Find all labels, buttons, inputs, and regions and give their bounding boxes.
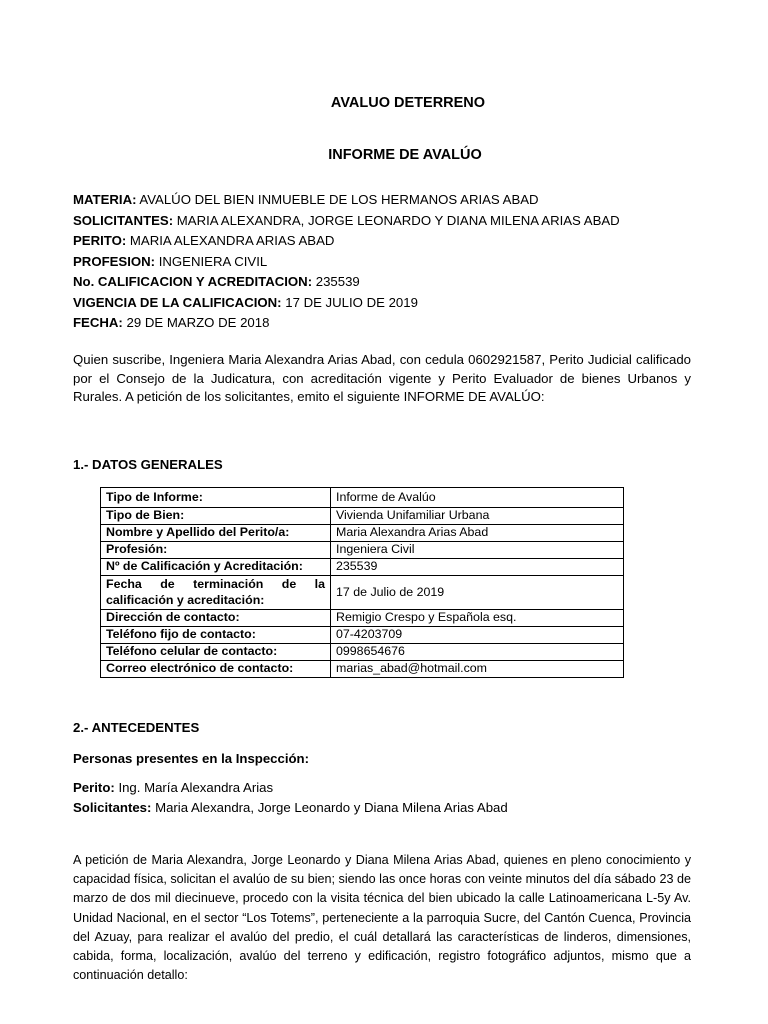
table-row bbox=[101, 525, 624, 542]
metadata-block bbox=[73, 190, 693, 334]
table-value: marias_abad@hotmail.com bbox=[331, 661, 624, 678]
table-row bbox=[101, 576, 624, 610]
person-perito bbox=[73, 778, 508, 798]
meta-label: VIGENCIA DE LA CALIFICACION: bbox=[73, 294, 282, 310]
table-row bbox=[101, 542, 624, 559]
meta-value: MARIA ALEXANDRA ARIAS ABAD bbox=[129, 233, 335, 248]
table-value: Remigio Crespo y Española esq. bbox=[331, 610, 624, 627]
table-row bbox=[101, 627, 624, 644]
table-value: 0998654676 bbox=[331, 644, 624, 661]
meta-fecha bbox=[73, 313, 693, 334]
meta-value: MARIA ALEXANDRA, JORGE LEONARDO Y DIANA MILENA ARIAS ABAD bbox=[176, 212, 620, 228]
meta-calificacion bbox=[73, 272, 693, 293]
meta-value: 235539 bbox=[315, 274, 360, 289]
meta-solicitantes bbox=[73, 211, 693, 232]
meta-label: SOLICITANTES: bbox=[73, 212, 174, 228]
table-row bbox=[101, 610, 624, 627]
section-heading-antecedentes: 2.- ANTECEDENTES bbox=[73, 720, 200, 735]
meta-label: PERITO: bbox=[73, 233, 127, 248]
table-row bbox=[101, 508, 624, 525]
table-key: Profesión: bbox=[101, 542, 331, 559]
table-row bbox=[101, 488, 624, 508]
meta-vigencia bbox=[73, 293, 693, 314]
table-key: Correo electrónico de contacto: bbox=[101, 661, 331, 678]
document-subtitle: INFORME DE AVALÚO bbox=[328, 147, 482, 163]
meta-label: No. CALIFICACION Y ACREDITACION: bbox=[73, 274, 313, 289]
table-key: Tipo de Bien: bbox=[101, 508, 331, 525]
meta-label: MATERIA: bbox=[73, 192, 137, 207]
table-value: 17 de Julio de 2019 bbox=[331, 576, 624, 610]
section-heading-datos-generales: 1.- DATOS GENERALES bbox=[73, 457, 223, 472]
table-row bbox=[101, 559, 624, 576]
table-key: Fecha de terminación de la calificación y acreditación: bbox=[101, 576, 331, 610]
person-label: Perito: bbox=[73, 780, 115, 795]
meta-materia bbox=[73, 190, 693, 211]
document-title: AVALUO DETERRENO bbox=[330, 95, 486, 111]
people-present-list bbox=[73, 778, 508, 818]
table-value: 07-4203709 bbox=[331, 627, 624, 644]
table-value: Informe de Avalúo bbox=[331, 488, 624, 508]
subheading-personas-presentes: Personas presentes en la Inspección: bbox=[73, 751, 310, 766]
table-value: Ingeniera Civil bbox=[331, 542, 624, 559]
table-value: Maria Alexandra Arias Abad bbox=[331, 525, 624, 542]
general-data-table bbox=[100, 487, 624, 678]
meta-value: INGENIERA CIVIL bbox=[158, 253, 268, 269]
person-label: Solicitantes: bbox=[73, 800, 152, 815]
table-key: Nombre y Apellido del Perito/a: bbox=[101, 525, 331, 542]
person-solicitantes bbox=[73, 798, 508, 818]
table-value: 235539 bbox=[331, 559, 624, 576]
table-key: Nº de Calificación y Acreditación: bbox=[101, 559, 331, 576]
meta-value: 17 DE JULIO DE 2019 bbox=[285, 294, 418, 310]
table-key: Tipo de Informe: bbox=[101, 488, 331, 508]
antecedentes-paragraph: A petición de Maria Alexandra, Jorge Leonardo y Diana Milena Arias Abad, quienes en pleno conocimiento y capacidad física, solicitan el avalúo de su bien; siendo las once horas con veinte minutos del día sábado 23 de marzo de dos mil diecinueve, procedo con la visita técnica del bien ubicado la calle Latinoamericana L-5y Av. Unidad Nacional, en el sector “Los Totems”, perteneciente a la parroquia Sucre, del Cantón Cuenca, Provincia del Azuay, para realizar el avalúo del predio, el cuál detallará las características de linderos, dimensiones, cabida, forma, localización, avalúo del terreno y edificación, registro fotográfico adjuntos, mismo que a continuación detallo: bbox=[73, 853, 691, 983]
table-key: Teléfono celular de contacto: bbox=[101, 644, 331, 661]
table-key: Teléfono fijo de contacto: bbox=[101, 627, 331, 644]
meta-profesion bbox=[73, 252, 693, 273]
table-row bbox=[101, 661, 624, 678]
table-row bbox=[101, 644, 624, 661]
meta-label: FECHA: bbox=[73, 315, 123, 330]
table-key: Dirección de contacto: bbox=[101, 610, 331, 627]
person-value: Ing. María Alexandra Arias bbox=[118, 780, 274, 795]
table-value: Vivienda Unifamiliar Urbana bbox=[331, 508, 624, 525]
meta-value: AVALÚO DEL BIEN INMUEBLE DE LOS HERMANOS ARIAS ABAD bbox=[139, 192, 539, 207]
intro-paragraph: Quien suscribe, Ingeniera Maria Alexandra Arias Abad, con cedula 0602921587, Perito Judicial calificado por el Consejo de la Judicatura, con acreditación vigente y Perito Evaluador de bienes Urbanos y Rurales. A petición de los solicitantes, emito el siguiente INFORME DE AVALÚO: bbox=[73, 352, 691, 404]
person-value: Maria Alexandra, Jorge Leonardo y Diana Milena Arias Abad bbox=[155, 800, 508, 815]
meta-value: 29 DE MARZO DE 2018 bbox=[126, 315, 270, 330]
meta-label: PROFESION: bbox=[73, 253, 156, 269]
meta-perito bbox=[73, 231, 693, 252]
